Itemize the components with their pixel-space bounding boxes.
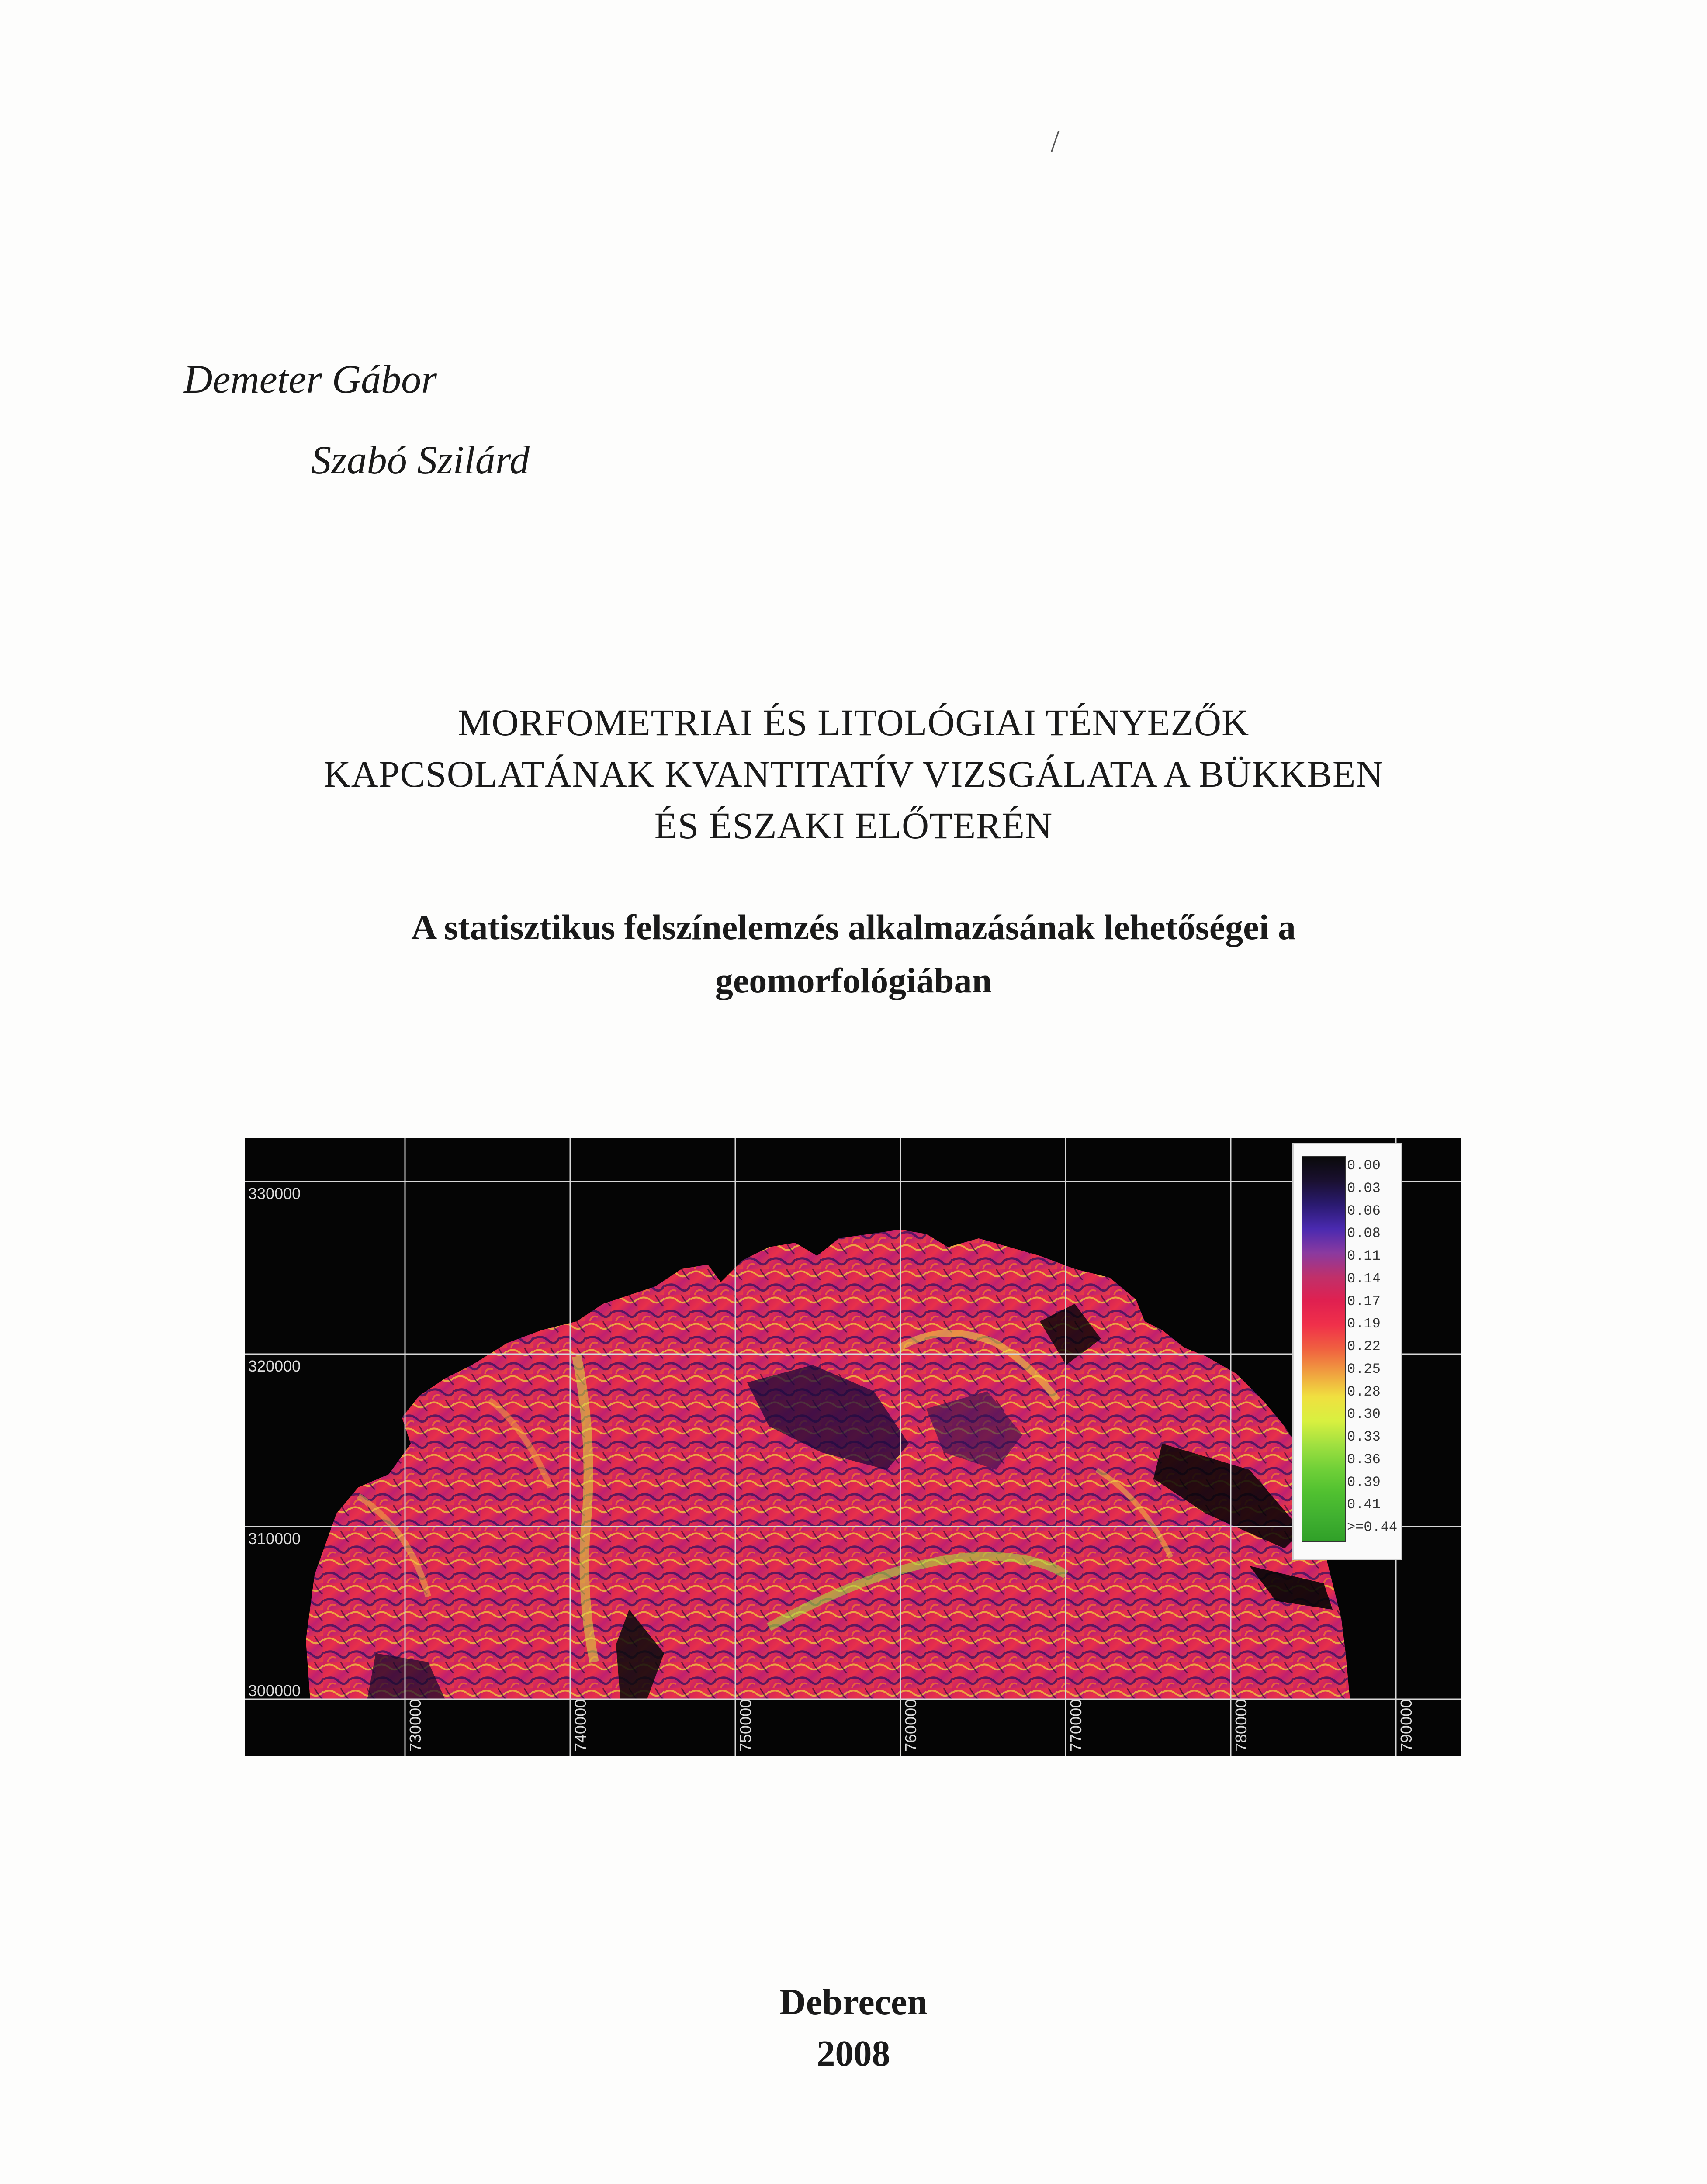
legend-labels (1347, 1156, 1399, 1540)
publication-place: Debrecen (779, 1982, 928, 2022)
legend-label: 0.19 (1347, 1316, 1381, 1332)
color-legend (1292, 1143, 1402, 1560)
legend-label: 0.33 (1347, 1429, 1381, 1445)
document-subtitle (131, 901, 1576, 1007)
legend-label: 0.22 (1347, 1338, 1381, 1355)
author-name-2: Szabó Szilárd (311, 438, 530, 482)
legend-label: 0.17 (1347, 1293, 1381, 1310)
legend-label: 0.30 (1347, 1406, 1381, 1423)
legend-label: 0.08 (1347, 1225, 1381, 1242)
x-tick-label: 790000 (1397, 1699, 1415, 1752)
x-tick-label: 760000 (902, 1699, 920, 1752)
publication-info (0, 1977, 1707, 2080)
x-tick-label: 750000 (737, 1699, 755, 1752)
legend-label: 0.06 (1347, 1203, 1381, 1219)
y-tick-label: 300000 (248, 1682, 301, 1700)
legend-label: 0.00 (1347, 1158, 1381, 1174)
document-title (131, 697, 1576, 851)
legend-label: 0.41 (1347, 1496, 1381, 1513)
x-tick-label: 770000 (1067, 1699, 1085, 1752)
legend-label: 0.25 (1347, 1361, 1381, 1377)
legend-label: 0.14 (1347, 1270, 1381, 1287)
legend-label: >=0.44 (1347, 1519, 1398, 1536)
subtitle-line-1: A statisztikus felszínelemzés alkalmazásának lehetőségei a (411, 907, 1296, 947)
title-line-3: ÉS ÉSZAKI ELŐTERÉN (654, 805, 1053, 847)
x-tick-label: 780000 (1232, 1699, 1250, 1752)
legend-color-bar (1302, 1156, 1346, 1542)
title-line-2: KAPCSOLATÁNAK KVANTITATÍV VIZSGÁLATA A BÜKKBEN (323, 753, 1384, 795)
publication-year: 2008 (817, 2033, 890, 2074)
x-tick-label: 740000 (571, 1699, 589, 1752)
x-tick-label: 730000 (406, 1699, 424, 1752)
map-canvas (245, 1138, 1461, 1756)
legend-label: 0.39 (1347, 1474, 1381, 1490)
legend-label: 0.28 (1347, 1383, 1381, 1400)
pen-mark-top: / (1051, 125, 1060, 159)
y-tick-label: 330000 (248, 1185, 301, 1203)
y-tick-label: 320000 (248, 1357, 301, 1375)
title-line-1: MORFOMETRIAI ÉS LITOLÓGIAI TÉNYEZŐK (457, 702, 1250, 743)
slope-map-figure (245, 1138, 1461, 1756)
subtitle-line-2: geomorfológiában (715, 961, 992, 1000)
legend-label: 0.03 (1347, 1180, 1381, 1196)
legend-label: 0.36 (1347, 1451, 1381, 1468)
author-name-1: Demeter Gábor (184, 357, 437, 401)
legend-label: 0.11 (1347, 1248, 1381, 1265)
y-tick-label: 310000 (248, 1530, 301, 1548)
